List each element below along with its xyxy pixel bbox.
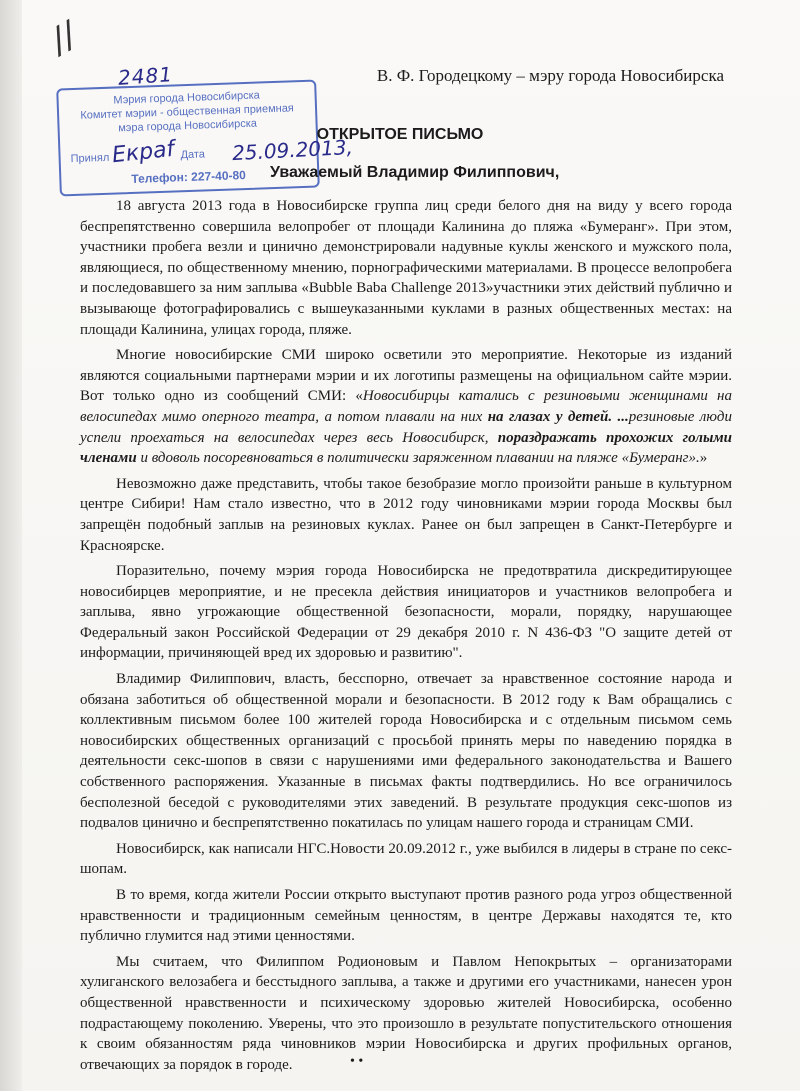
quote-part-3: и вдоволь посоревноваться в политически заряженном плавании на пляже «Бумеранг». xyxy=(136,450,700,467)
stamp-line-1: Мэрия города Новосибирска xyxy=(113,89,260,107)
quote-part-2: резиновые люди успели проехаться на велосипедах через весь Новосибирск, xyxy=(80,408,732,446)
paragraph-7: В то время, когда жители России открыто выступают против разного рода угроз общественной нравственности и традиционным семейным ценностям, в центре Державы находятся те, кто публично глумится над этими ценностями. xyxy=(80,887,732,945)
scan-edge xyxy=(0,0,22,1091)
paragraph-4: Поразительно, почему мэрия города Новосибирска не предотвратила дискредитирующее новосибирцев мероприятие, и не пресекла действия инициаторов и участников велопробега и заплыва, явно угрожающие общественной безопасности, морали, порядку, нарушающее Федеральный закон Российской Федерации от 29 декабря 2010 г. N 436-ФЗ "О защите детей от информации, причиняющей вред их здоровью и развитию". xyxy=(80,563,732,662)
handwritten-date: 25.09.2013, xyxy=(231,134,354,166)
paragraph-1: 18 августа 2013 года в Новосибирске группа лиц среди белого дня на виду у всего города беспрепятственно совершила велопробег от площади Калинина до пляжа «Бумеранг». При этом, участники пробега везли и цинично демонстрировали надувные куклы женского и мужского пола, являющиеся, по общественному мнению, порнографическими материалами. В процессе велопробега и последовавшего за ним заплыва «Bubble Baba Challenge 2013»участники этих действий публично и вызывающе фотографировались с вышеуказанными куклами в разных общественных местах: на площади Калинина, улицах города, пляже. xyxy=(80,198,732,338)
paragraph-3: Невозможно даже представить, чтобы такое безобразие могло произойти раньше в культурном центре Сибири! Нам стало известно, что в 2012 году чиновниками мэрии города Москвы был запрещён подобный заплыв на резиновых куклах. Ранее он был запрещен в Санкт-Петербурге и Красноярске. xyxy=(80,475,732,554)
quote-close: » xyxy=(699,450,708,467)
handwritten-registration-number: 2481 xyxy=(117,62,174,90)
stamp-line-3: мэра города Новосибирска xyxy=(118,117,258,135)
quote-bold-2: пораздражать прохожих голыми членами xyxy=(80,429,732,467)
paragraph-6: Новосибирск, как написали НГС.Новости 20.09.2012 г., уже выбился в лидеры в стране по секс-шопам. xyxy=(80,840,732,878)
paragraph-2 xyxy=(80,345,732,469)
footer-dots: • • xyxy=(350,1054,364,1069)
stamp-phone: Телефон: 227-40-80 xyxy=(131,168,247,186)
paragraph-2-intro: Многие новосибирские СМИ широко осветили это мероприятие. Некоторые из изданий являются социальными партнерами мэрии и их логотипы размещены на официальном сайте мэрии. Вот только одно из сообщений СМИ: « xyxy=(80,347,732,405)
quote-bold-1: на глазах у детей. ... xyxy=(487,408,629,425)
handwritten-mark: // xyxy=(43,14,84,62)
salutation: Уважаемый Владимир Филиппович, xyxy=(270,164,560,181)
letter-title: ОТКРЫТОЕ ПИСЬМО xyxy=(316,126,484,143)
quote-part-1: Новосибирцы катались с резиновыми женщинами на велосипедах мимо оперного театра, а потом плавали на них xyxy=(80,388,732,425)
letter-body xyxy=(80,196,732,1080)
stamp-received-label: Принял xyxy=(70,151,110,166)
stamp-line-2: Комитет мэрии - общественная приемная xyxy=(80,102,295,122)
addressee: В. Ф. Городецкому – мэру города Новосибирска xyxy=(376,66,724,85)
stamp-date-label: Дата xyxy=(180,148,206,162)
paragraph-8: Мы считаем, что Филиппом Родионовым и Павлом Непокрытых – организаторами хулиганского велозабега и бесстыдного заплыва, а также и другими его участниками, нанесен урон общественной нравственности и психическому здоровью жителей Новосибирска, особенно подрастающему поколению. Уверены, что это произошло в результате попустительского отношения к своим обязанностям ряда чиновников мэрии Новосибирска и других профильных органов, отвечающих за порядок в городе. xyxy=(80,953,732,1073)
handwritten-signature: Екраf xyxy=(110,136,176,169)
paragraph-5: Владимир Филиппович, власть, бесспорно, отвечает за нравственное состояние народа и обязана заботиться об общественной морали и безопасности. В 2012 году к Вам обращались с коллективным письмом более 100 жителей города Новосибирска и с отдельным письмом семь новосибирских общественных организаций с просьбой принять меры по наведению порядка в деятельности секс-шопов в связи с нарушениями ими федерального законодательства и Вашего собственного распоряжения. Указанные в письмах факты подтвердились. Но все ограничилось бесполезной беседой с руководителями этих заведений. В результате продукция секс-шопов из подвалов цинично и беспрепятственно покатилась по улицам нашего города и страницам СМИ. xyxy=(80,671,732,832)
